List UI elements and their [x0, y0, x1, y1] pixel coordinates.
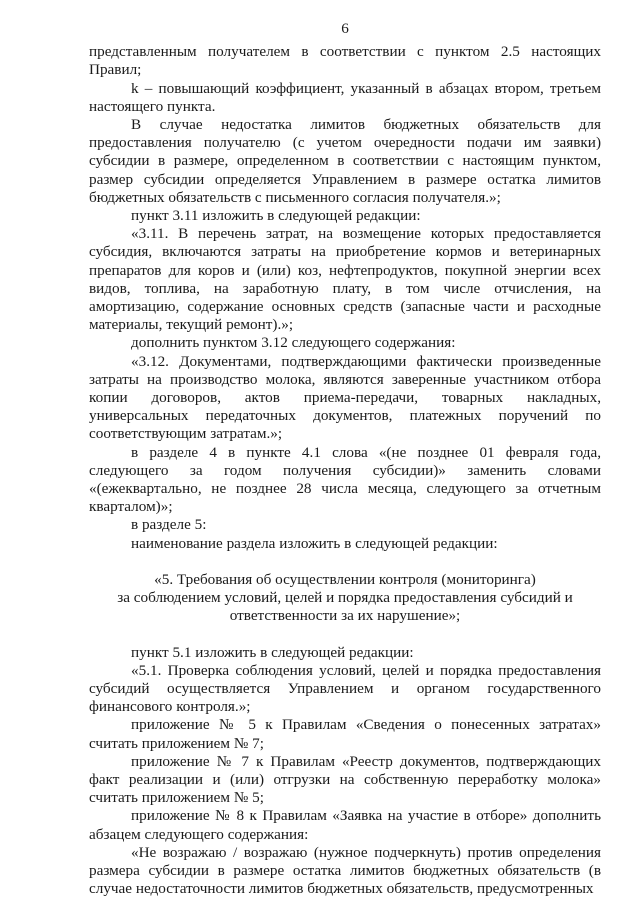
heading-line: ответственности за их нарушение»;	[229, 607, 461, 625]
heading-line: за соблюдением условий, целей и порядка предоставления субсидий и	[117, 589, 573, 607]
paragraph: приложение № 7 к Правилам «Реестр документов, подтверждающих факт реализации и (или) отгрузки на собственную переработку молока» считать приложением № 5;	[89, 752, 601, 807]
paragraph: «3.12. Документами, подтверждающими фактически произведенные затраты на производство молока, являются заверенные участником отбора копии договоров, актов приема-передачи, товарных накладных, универсальных передаточных документов, платежных поручений по соответствующим затратам.»;	[89, 352, 601, 443]
body-text-top	[89, 43, 601, 553]
paragraph: приложение № 8 к Правилам «Заявка на участие в отборе» дополнить абзацем следующего содержания:	[89, 807, 601, 843]
paragraph: «5.1. Проверка соблюдения условий, целей и порядка предоставления субсидий осуществляется Управлением и органом государственного финансового контроля.»;	[89, 661, 601, 716]
document-page	[89, 20, 601, 898]
paragraph: в разделе 5:	[131, 516, 207, 534]
paragraph: В случае недостатка лимитов бюджетных обязательств для предоставления получателю (с учетом очередности подачи им заявки) субсидии в размере, определенном в соответствии с настоящим пунктом, размер субсидии определяется Управлением в размере остатка лимитов бюджетных обязательств с письменного согласия получателя.»;	[89, 116, 601, 206]
paragraph: дополнить пунктом 3.12 следующего содержания:	[131, 334, 456, 352]
paragraph: пункт 3.11 изложить в следующей редакции:	[131, 207, 421, 225]
body-text-bottom	[89, 644, 601, 899]
paragraph: «3.11. В перечень затрат, на возмещение которых предоставляется субсидия, включаются затраты на приобретение кормов и ветеринарных препаратов для коров и (или) коз, нефтепродуктов, покупной энергии всех видов, топлива, на заработную плату, в том числе отчисления, на амортизацию, содержание основных средств (запасные части и расходные материалы, текущий ремонт).»;	[89, 225, 601, 334]
page-number: 6	[341, 20, 349, 37]
paragraph: пункт 5.1 изложить в следующей редакции:	[131, 643, 414, 661]
paragraph: «Не возражаю / возражаю (нужное подчеркнуть) против определения размера субсидии в размере остатка лимитов бюджетных обязательств (в случае недостаточности лимитов бюджетных обязательств, предусмотренных	[89, 843, 601, 898]
paragraph: приложение № 5 к Правилам «Сведения о понесенных затратах» считать приложением № 7;	[89, 716, 601, 752]
paragraph: наименование раздела изложить в следующей редакции:	[131, 534, 498, 552]
paragraph: в разделе 4 в пункте 4.1 слова «(не позднее 01 февраля года, следующего за годом получения субсидии)» заменить словами «(ежеквартально, не позднее 28 числа месяца, следующего за отчетным кварталом)»;	[89, 443, 601, 516]
paragraph: представленным получателем в соответствии с пунктом 2.5 настоящих Правил;	[89, 43, 601, 79]
section-heading	[89, 571, 601, 626]
heading-line: «5. Требования об осуществлении контроля (мониторинга)	[154, 570, 536, 588]
paragraph: k – повышающий коэффициент, указанный в абзацах втором, третьем настоящего пункта.	[89, 79, 601, 115]
